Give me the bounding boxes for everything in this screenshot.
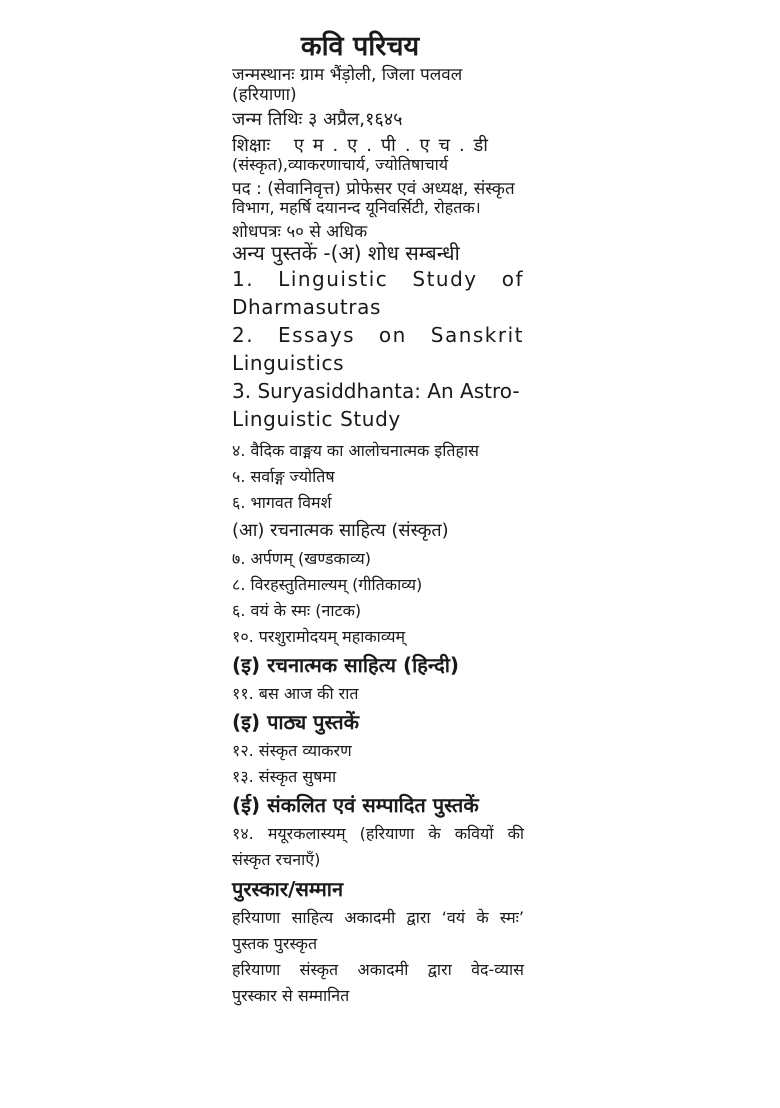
research-book-2 <box>232 321 524 377</box>
awards-heading: पुरस्कार/सम्मान <box>232 877 344 902</box>
list-item: १४. मयूरकलास्यम् (हरियाणा के कवियों की <box>232 824 524 844</box>
birthplace-line <box>232 66 524 86</box>
list-item: ५. सर्वाङ्ग ज्योतिष <box>232 467 335 487</box>
papers-label: शोधपत्रः <box>232 221 281 242</box>
biography-column <box>232 66 524 1009</box>
list-item: ८. विरहस्तुतिमाल्यम् (गीतिकाव्य) <box>232 575 423 595</box>
list-item: ६. भागवत विमर्श <box>232 493 332 513</box>
section-i2-heading: (इ) पाठ्य पुस्तकें <box>232 710 360 735</box>
education-degree: एम.ए.पी.एच.डी <box>293 134 497 156</box>
list-item-continuation: Linguistic Study <box>232 407 401 432</box>
birthdate-label: जन्म तिथिः <box>232 109 303 131</box>
list-item: १२. संस्कृत व्याकरण <box>232 741 352 761</box>
award-2-line-2: पुरस्कार से सम्मानित <box>232 986 350 1006</box>
list-item: 2. Essays on Sanskrit <box>232 323 524 348</box>
list-item-continuation: संस्कृत रचनाएँ) <box>232 850 321 870</box>
other-books-heading: अन्य पुस्तकें -(अ) शोध सम्बन्धी <box>232 241 460 266</box>
education-line <box>232 136 524 157</box>
papers-line <box>232 223 524 243</box>
section-ii-heading: (ई) संकलित एवं सम्पादित पुस्तकें <box>232 793 479 818</box>
list-item: 1. Linguistic Study of <box>232 267 524 292</box>
education-label: शिक्षाः <box>232 134 271 156</box>
post-line-2: विभाग, महर्षि दयानन्द यूनिवर्सिटी, रोहतक। <box>232 198 481 218</box>
birthdate-line <box>232 110 524 131</box>
birthdate-value: ३ अप्रैल,१६४५ <box>308 109 403 131</box>
list-item: 3. Suryasiddhanta: An Astro- <box>232 379 520 404</box>
award-1-line-2: पुस्तक पुरस्कृत <box>232 934 318 954</box>
list-item: ७. अर्पणम् (खण्डकाव्य) <box>232 549 371 569</box>
award-1-line-1: हरियाणा साहित्य अकादमी द्वारा ‘वयं के स्मः’ <box>232 908 524 928</box>
birthplace-value: ग्राम भैंड़ोली, जिला पलवल <box>300 65 463 85</box>
list-item-continuation: Dharmasutras <box>232 295 381 320</box>
research-book-3 <box>232 377 524 433</box>
list-item: ६. वयं के स्मः (नाटक) <box>232 601 362 621</box>
birthplace-label: जन्मस्थानः <box>232 65 295 85</box>
post-line: पद : (सेवानिवृत्त) प्रोफेसर एवं अध्यक्ष, संस्कृत <box>232 178 515 199</box>
list-item: १०. परशुरामोदयम् महाकाव्यम् <box>232 627 406 647</box>
papers-value: ५० से अधिक <box>286 221 368 242</box>
page-title: कवि परिचय <box>300 31 420 62</box>
section-aa-heading: (आ) रचनात्मक साहित्य (संस्कृत) <box>232 520 449 542</box>
list-item: ४. वैदिक वाङ्मय का आलोचनात्मक इतिहास <box>232 441 479 461</box>
award-2-line-1: हरियाणा संस्कृत अकादमी द्वारा वेद-व्यास <box>232 960 524 980</box>
list-item-continuation: Linguistics <box>232 351 345 376</box>
section-i1-heading: (इ) रचनात्मक साहित्य (हिन्दी) <box>232 653 460 678</box>
research-book-1 <box>232 265 524 321</box>
list-item: ११. बस आज की रात <box>232 684 359 704</box>
birthplace-line-2: (हरियाणा) <box>232 84 297 105</box>
education-line-2: (संस्कृत),व्याकरणाचार्य, ज्योतिषाचार्य <box>232 155 449 175</box>
list-item: १३. संस्कृत सुषमा <box>232 767 337 787</box>
